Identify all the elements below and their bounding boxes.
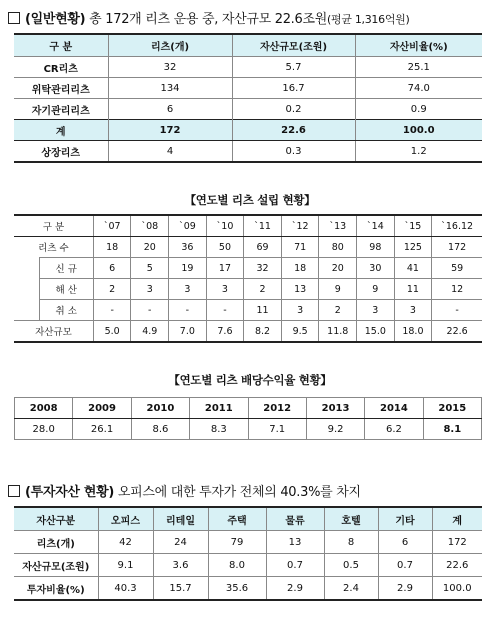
- header-cell: 계: [432, 507, 482, 531]
- asset-type-table: [14, 506, 482, 601]
- table-cell: 8.1: [423, 419, 481, 440]
- establishment-table-caption: 【연도별 리츠 설립 현황】: [184, 193, 316, 207]
- checkbox-square-icon: [8, 12, 20, 24]
- table-cell: 0.7: [266, 554, 324, 577]
- table-cell: 42: [98, 531, 153, 554]
- table-cell: 4.9: [131, 321, 169, 343]
- table-cell: 8.6: [131, 419, 189, 440]
- row-label: 취 소: [39, 300, 93, 321]
- indent-cell: [14, 258, 39, 279]
- table-header-row: [14, 34, 482, 57]
- section-title: (일반현황): [25, 12, 86, 27]
- dividend-yield-table: [14, 397, 482, 440]
- table-header-row: [14, 507, 482, 531]
- reits-overview-table: [14, 33, 482, 163]
- header-cell: 리테일: [153, 507, 208, 531]
- table-row: [14, 577, 482, 601]
- table-cell: 17: [206, 258, 244, 279]
- row-label: 신 규: [39, 258, 93, 279]
- row-label: 위탁관리리츠: [14, 78, 108, 99]
- table-row: [14, 279, 482, 300]
- table-cell: 6: [93, 258, 131, 279]
- table-row: [14, 531, 482, 554]
- table-cell: 15.7: [153, 577, 208, 601]
- header-cell: `08: [131, 215, 169, 237]
- table-cell: 8.3: [190, 419, 248, 440]
- header-cell: 2011: [190, 398, 248, 419]
- table-cell: 6.2: [365, 419, 423, 440]
- table-cell: 7.1: [248, 419, 306, 440]
- header-cell: 2013: [306, 398, 364, 419]
- section-note: (평균 1,316억원): [327, 13, 410, 26]
- table-cell: 11.8: [319, 321, 357, 343]
- table-cell: 59: [432, 258, 482, 279]
- table-cell: 0.9: [355, 99, 482, 120]
- header-cell: `14: [357, 215, 395, 237]
- row-label: 자기관리리츠: [14, 99, 108, 120]
- table-cell: -: [206, 300, 244, 321]
- table-row: [14, 99, 482, 120]
- table-cell: 9: [319, 279, 357, 300]
- table-cell: 2: [319, 300, 357, 321]
- indent-cell: [14, 279, 39, 300]
- table-cell: 100.0: [432, 577, 482, 601]
- table-cell: 6: [108, 99, 232, 120]
- section-general-status: [8, 8, 409, 27]
- table-cell: 18: [93, 237, 131, 258]
- table-cell: 28.0: [15, 419, 73, 440]
- table-cell: 20: [319, 258, 357, 279]
- table-cell: 20: [131, 237, 169, 258]
- header-cell: `15: [394, 215, 432, 237]
- table-cell: 5.7: [232, 57, 355, 78]
- table-cell: 13: [266, 531, 324, 554]
- table-row: [14, 554, 482, 577]
- table-cell: 50: [206, 237, 244, 258]
- checkbox-square-icon: [8, 485, 20, 497]
- table-cell: 3: [394, 300, 432, 321]
- indent-cell: [14, 300, 39, 321]
- table-cell: 24: [153, 531, 208, 554]
- table-cell: 3: [206, 279, 244, 300]
- table-cell: 15.0: [357, 321, 395, 343]
- table-row: [14, 258, 482, 279]
- table-cell: 32: [244, 258, 282, 279]
- table-cell: 11: [394, 279, 432, 300]
- header-cell: 기타: [378, 507, 432, 531]
- table-cell: 41: [394, 258, 432, 279]
- table-cell: 8.0: [208, 554, 266, 577]
- table-cell: 5.0: [93, 321, 131, 343]
- table-row: [14, 237, 482, 258]
- table-cell: -: [432, 300, 482, 321]
- table-cell: 22.6: [432, 321, 482, 343]
- header-cell: 주택: [208, 507, 266, 531]
- table-cell: 2.9: [378, 577, 432, 601]
- header-cell: 2012: [248, 398, 306, 419]
- table-cell: 0.5: [324, 554, 378, 577]
- table-cell: 25.1: [355, 57, 482, 78]
- table-cell: 36: [169, 237, 207, 258]
- section-summary: 총 172개 리츠 운용 중, 자산규모 22.6조원: [85, 12, 327, 27]
- row-label: 자산규모: [14, 321, 93, 343]
- table-cell: 79: [208, 531, 266, 554]
- table-cell: 9: [357, 279, 395, 300]
- table-cell: 19: [169, 258, 207, 279]
- header-cell: `13: [319, 215, 357, 237]
- table-cell: 18: [281, 258, 319, 279]
- total-row: [14, 120, 482, 141]
- table-cell: 2.4: [324, 577, 378, 601]
- header-cell: 자산규모(조원): [232, 34, 355, 57]
- table-cell: -: [93, 300, 131, 321]
- table-cell: 3: [131, 279, 169, 300]
- table-header-row: [15, 398, 482, 419]
- table-cell: -: [169, 300, 207, 321]
- header-cell: `11: [244, 215, 282, 237]
- header-cell: `09: [169, 215, 207, 237]
- table-cell: 125: [394, 237, 432, 258]
- table-cell: 134: [108, 78, 232, 99]
- table-cell: 69: [244, 237, 282, 258]
- header-cell: 오피스: [98, 507, 153, 531]
- row-label: 해 산: [39, 279, 93, 300]
- table-cell: 30: [357, 258, 395, 279]
- row-label: 리츠(개): [14, 531, 98, 554]
- section-investment-assets: [8, 481, 361, 500]
- header-cell: 호텔: [324, 507, 378, 531]
- header-cell: 리츠(개): [108, 34, 232, 57]
- row-label: 상장리츠: [14, 141, 108, 163]
- table-cell: 4: [108, 141, 232, 163]
- table-cell: 71: [281, 237, 319, 258]
- header-cell: `07: [93, 215, 131, 237]
- table-header-row: [14, 215, 482, 237]
- table-cell: 80: [319, 237, 357, 258]
- header-cell: 자산구분: [14, 507, 98, 531]
- table-cell: -: [131, 300, 169, 321]
- table-cell: 0.2: [232, 99, 355, 120]
- table-row: [14, 57, 482, 78]
- table-cell: 6: [378, 531, 432, 554]
- header-cell: 자산비율(%): [355, 34, 482, 57]
- table-cell: 32: [108, 57, 232, 78]
- table-cell: 9.2: [306, 419, 364, 440]
- table-cell: 1.2: [355, 141, 482, 163]
- table-cell: 5: [131, 258, 169, 279]
- table-cell: 172: [432, 237, 482, 258]
- row-label: 리츠 수: [14, 237, 93, 258]
- table-cell: 172: [108, 120, 232, 141]
- header-cell: 물류: [266, 507, 324, 531]
- table-cell: 2: [244, 279, 282, 300]
- header-cell: `16.12: [432, 215, 482, 237]
- table-cell: 3: [169, 279, 207, 300]
- table-cell: 3: [357, 300, 395, 321]
- table-cell: 9.5: [281, 321, 319, 343]
- row-label: 자산규모(조원): [14, 554, 98, 577]
- section-title: (투자자산 현황): [25, 485, 115, 500]
- header-cell: `12: [281, 215, 319, 237]
- header-cell: 구 분: [14, 215, 93, 237]
- row-label: 투자비율(%): [14, 577, 98, 601]
- header-cell: 2014: [365, 398, 423, 419]
- table-cell: 12: [432, 279, 482, 300]
- table-cell: 8.2: [244, 321, 282, 343]
- row-label: CR리츠: [14, 57, 108, 78]
- table-row: [14, 141, 482, 163]
- table-row: [15, 419, 482, 440]
- table-cell: 13: [281, 279, 319, 300]
- dividend-table-caption: 【연도별 리츠 배당수익율 현황】: [168, 373, 332, 387]
- table-cell: 11: [244, 300, 282, 321]
- header-cell: 2008: [15, 398, 73, 419]
- table-cell: 74.0: [355, 78, 482, 99]
- table-row: [14, 78, 482, 99]
- header-cell: 2010: [131, 398, 189, 419]
- table-cell: 2.9: [266, 577, 324, 601]
- table-cell: 16.7: [232, 78, 355, 99]
- table-row: [14, 300, 482, 321]
- header-cell: `10: [206, 215, 244, 237]
- table-cell: 0.7: [378, 554, 432, 577]
- section-summary: 오피스에 대한 투자가 전체의 40.3%를 차지: [114, 485, 361, 500]
- table-cell: 172: [432, 531, 482, 554]
- header-cell: 2015: [423, 398, 481, 419]
- table-cell: 98: [357, 237, 395, 258]
- header-cell: 2009: [73, 398, 131, 419]
- table-cell: 22.6: [232, 120, 355, 141]
- table-cell: 0.3: [232, 141, 355, 163]
- table-cell: 8: [324, 531, 378, 554]
- header-cell: 구 분: [14, 34, 108, 57]
- row-label: 계: [14, 120, 108, 141]
- table-cell: 26.1: [73, 419, 131, 440]
- table-cell: 2: [93, 279, 131, 300]
- table-cell: 9.1: [98, 554, 153, 577]
- table-row: [14, 321, 482, 343]
- table-cell: 7.0: [169, 321, 207, 343]
- table-cell: 3: [281, 300, 319, 321]
- table-cell: 40.3: [98, 577, 153, 601]
- table-cell: 18.0: [394, 321, 432, 343]
- table-cell: 3.6: [153, 554, 208, 577]
- establishment-by-year-table: [14, 214, 482, 343]
- table-cell: 35.6: [208, 577, 266, 601]
- table-cell: 22.6: [432, 554, 482, 577]
- table-cell: 100.0: [355, 120, 482, 141]
- table-cell: 7.6: [206, 321, 244, 343]
